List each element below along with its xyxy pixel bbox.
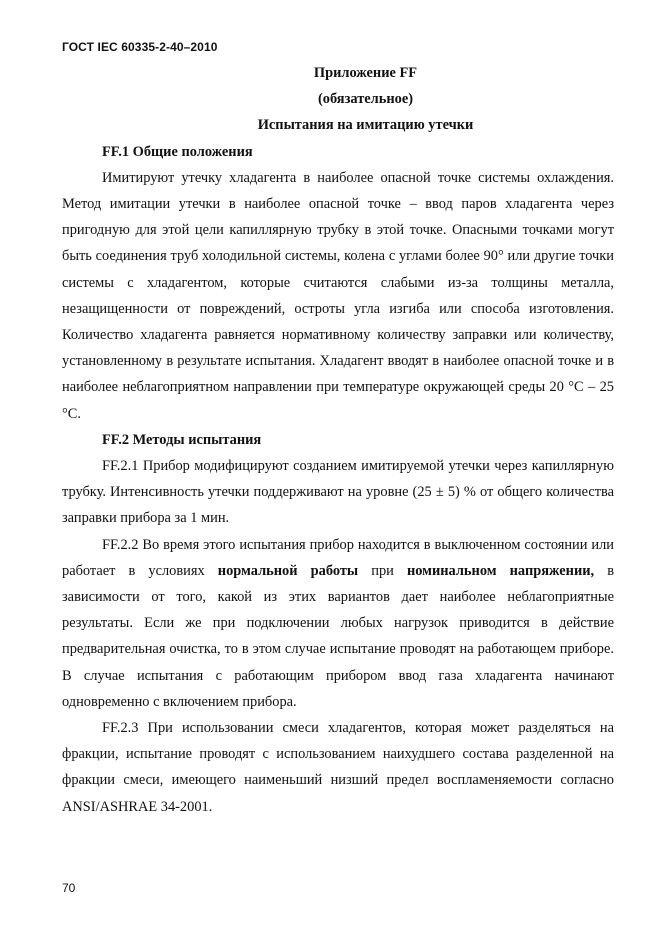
appendix-status: (обязательное) bbox=[317, 91, 414, 108]
appendix-title: Приложение FF bbox=[313, 65, 418, 81]
page-number: 70 bbox=[62, 881, 76, 895]
section-heading-ff2: FF.2 Методы испытания bbox=[102, 431, 262, 448]
term-rated-voltage: номинальном напряжении, bbox=[406, 562, 595, 579]
appendix-name: Испытания на имитацию утечки bbox=[257, 117, 474, 134]
section-heading-ff1: FF.1 Общие положения bbox=[102, 143, 253, 160]
paragraph-ff2-3: FF.2.3 При использовании смеси хладагентов, которая может разделяться на фракции, испытание проводят с использованием наихудшего состава разделенной на фракции смеси, имеющего наименьший низший предел воспламеняемости согласно ANSI/ASHRAE 34-2001. bbox=[62, 720, 614, 815]
paragraph-ff2-2-part-c: при bbox=[358, 562, 407, 579]
paragraph-ff1: Имитируют утечку хладагента в наиболее опасной точке системы охлаждения. Метод имитации утечки в наиболее опасной точке – ввод паров хладагента через пригодную для этой цели капиллярную трубку в этой точке. Опасными точками могут быть соединения труб холодильной системы, колена с углами более 90° или другие точки системы с хладагентом, которые считаются слабыми из-за толщины металла, незащищенности от повреждений, остроты угла изгиба или способа изготовления. Количество хладагента равняется нормативному количеству заправки или количеству, установленному в результате испытания. Хладагент вводят в наиболее опасной точке и в наиболее неблагоприятном направлении при температуре окружающей среды 20 °С – 25 °С. bbox=[62, 169, 614, 422]
term-normal-operation: нормальной работы bbox=[217, 562, 359, 579]
document-header: ГОСТ IEC 60335-2-40–2010 bbox=[62, 40, 218, 54]
paragraph-ff2-2-part-e: в зависимости от того, какой из этих вариантов дает наиболее неблагоприятные результаты. Если же при подключении любых нагрузок приводится в действие предварительная очистка, то в этом случае испытание проводят на работающем приборе. В случае испытания с работающим прибором ввод газа хладагента начинают одновременно с включением прибора. bbox=[62, 562, 615, 710]
paragraph-ff2-2 bbox=[62, 532, 614, 715]
paragraph-ff2-1: FF.2.1 Прибор модифицируют созданием имитируемой утечки через капиллярную трубку. Интенсивность утечки поддерживают на уровне (25 ± 5) % от общего количества заправки прибора за 1 мин. bbox=[62, 458, 614, 527]
document-body bbox=[62, 60, 614, 820]
paragraph-ff2-2-part-a: FF.2.2 Во время этого испытания прибор находится в выключенном состоянии или работает в условиях bbox=[62, 536, 614, 579]
